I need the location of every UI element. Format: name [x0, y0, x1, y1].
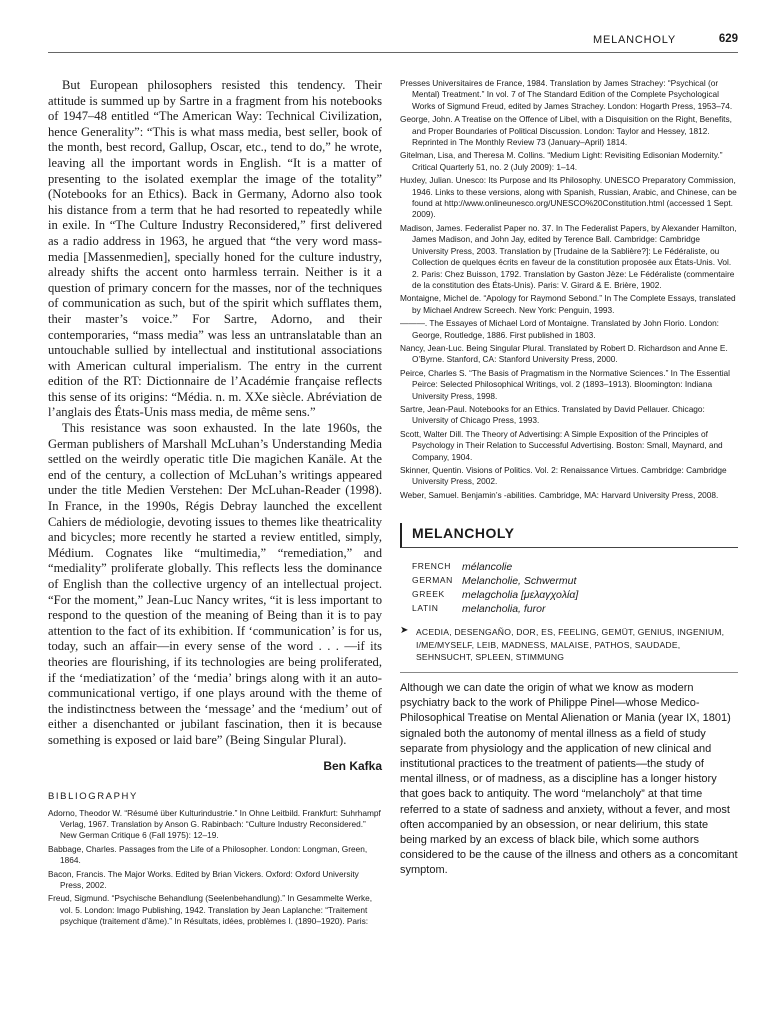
bibliography-item: Gitelman, Lisa, and Theresa M. Collins. “Medium Light: Revisiting Edisonian Modernity.” Critical Quarterly 51, no. 2 (July 2009): 1–14. [400, 150, 723, 172]
entry-body-paragraph: Although we can date the origin of what we know as modern psychiatry back to the work of Philippe Pinel—whose Medico-Philosophical Treatise on Mental Alienation or Mania (year IX, 1801) signaled both the autonomy of mental illness as a field of study separate from physiology and the application of new clinical and institutional practices to the treatment of patients—the study of mental illness, or of madness, as a discipline has a longer history that goes back to antiquity. The word “melancholy” at that time referred to a state of sadness and anxiety, without a fever, and most often accompanied by an obsession, or near delirium, this state being marked by an excess of black bile, which some authors considered to be the cause of the illness and others as a concomitant symptom. [400, 682, 738, 877]
language-row [412, 560, 578, 574]
divider [400, 672, 738, 673]
bibliography-item: Madison, James. Federalist Paper no. 37. In The Federalist Papers, by Alexander Hamilton, James Madison, and John Jay, edited by Terence Ball. Cambridge: Cambridge University Press, 2003. Translation by [Trudaine de la Sablière?]: Le Fédéraliste, ou Collection de quelques écrits en faveur de la constitution proposée aux États-Unis. Vol. 2. Paris: Chez Buisson, 1792. Translation by Gaston Jèze: Le Fédéraliste (commentaire de la constitution des États-Unis). Paris: V. Girard & E. Brière, 1902. [400, 222, 737, 290]
bibliography-item: Skinner, Quentin. Visions of Politics. Vol. 2: Renaissance Virtues. Cambridge: Cambridge University Press, 2002. [400, 465, 727, 487]
bibliography-item: Montaigne, Michel de. “Apology for Raymond Sebond.” In The Complete Essays, translated by Michael Andrew Screech. New York: Penguin, 1993. [400, 293, 736, 315]
entry-title-bar [400, 523, 738, 548]
cross-references [400, 626, 738, 664]
language-row [412, 574, 578, 588]
bibliography-item: Adorno, Theodor W. “Résumé über Kulturindustrie.” In Ohne Leitbild. Frankfurt: Suhrhampf Verlag, 1967. Translation by Anson G. Rabinbach: “Culture Industry Reconsidered.” New German Critique 6 (Fall 1975): 12–19. [48, 807, 381, 841]
page-number: 629 [718, 33, 738, 45]
left-column [48, 78, 382, 930]
right-column [400, 78, 738, 879]
body-paragraph: But European philosophers resisted this tendency. Their attitude is summed up by Sartre in a fragment from his notebooks of 1947–48 entitled “The American Way: Technical Civilization, hence Generality”: “This is what mass media, best seller, book of the month, best record, Gallup, Oscar, etc., tend to do,” he wrote, leaving all the important words in English. “It is a matter of presenting to the isolated exemplar the image of the totality” (Notebooks for an Ethics). Back in Germany, Adorno also took his distance from a term that he had resorted to repeatedly while in exile. In “The Culture Industry Reconsidered,” first delivered as a radio address in 1963, he argued that “the very word mass-media [Massenmedien], specially honed for the culture industry, already shifts the accent onto harmless terrain. Neither is it a question of primary concern for the masses, nor of the techniques of communication as such, but of the spirit which sufflates them, their master’s voice.” For Sartre, Adorno, and their contemporaries, “mass media” was less an untranslatable than an untouchable sullied by intellectual and institutional associations with American cultural imperialism. The entry in the current edition of the RT: Dictionnaire de l’Académie française reflects this sense of its origins: “Média. n. m. XXe siècle. Abréviation de l’anglais des États-Unis mass media, de même sens.” [48, 78, 382, 420]
bibliography-item: Presses Universitaires de France, 1984. Translation by James Strachey: “Psychical (or Mental) Treatment.” In vol. 7 of The Standard Edition of the Complete Psychological Works of Sigmund Freud, edited by James Strachey. London: Hogarth Press, 1953–74. [400, 78, 733, 111]
language-term: melagcholia [μελαγχολία] [462, 589, 579, 602]
cross-reference-list: ACEDIA, DESENGAÑO, DOR, ES, FEELING, GEMÜT, GENIUS, INGENIUM, I/ME/MYSELF, LEIB, MADNESS, MALAISE, PATHOS, SAUDADE, SEHNSUCHT, SPLEEN, STIMMUNG [416, 627, 725, 663]
language-term: melancholia, furor [462, 603, 546, 616]
bibliography-item: Peirce, Charles S. “The Basis of Pragmatism in the Normative Sciences.” In The Essential Peirce: Selected Philosophical Writings, vol. 2 (1893–1913). Bloomington: Indiana University Press, 1998. [400, 367, 731, 401]
language-name: FRENCH [412, 561, 452, 572]
article-author: Ben Kafka [323, 758, 382, 773]
bibliography-item: Freud, Sigmund. “Psychische Behandlung (Seelenbehandlung).” In Gesammelte Werke, vol. 5. London: Imago Publishing, 1942. Translation by Jean Laplanche: “Traitement psychique (traitement d’âme).” In Résultats, idées, problèmes I. (1890–1920). Paris: [48, 893, 373, 927]
bibliography-heading: BIBLIOGRAPHY [48, 790, 138, 802]
bibliography-item: Sartre, Jean-Paul. Notebooks for an Ethics. Translated by David Pellauer. Chicago: University of Chicago Press, 1993. [400, 403, 705, 426]
bibliography-item: Bacon, Francis. The Major Works. Edited by Brian Vickers. Oxford: Oxford University Press, 2002. [48, 868, 359, 890]
body-paragraph: This resistance was soon exhausted. In the late 1960s, the German publishers of Marshall McLuhan’s Understanding Media settled on the weirdly operatic title Die magichen Kanäle. At the end of the century, a collection of McLuhan’s writings appeared under the title Medien Verstehen: Der McLuhan-Reader (1998). In France, in the 1990s, Régis Debray launched the excellent Cahiers de médiologie, devoting issues to themes like theatricality and bicycles; more recently he started a review entitled, simply, Médium. Cognates like “multimedia,” “remediation,” and “mediality” proliferate globally. This reflects less the dominance of English than the collective urgency of an intellectual project. “For the moment,” Jean-Luc Nancy writes, “it is less important to respond to the question of the meaning of Being than it is to pay attention to the fact of its exhibition. If ‘communication’ is for us, today, such an affair—in every sense of the word . . . —if its theories are flourishing, if its technologies are being proliferated, if the ‘mediatization’ of the ‘media’ brings along with it an auto-communicational vertigo, if one plays around with the theme of the indistinctness between the ‘message’ and the ‘medium’ out of either a disenchanted or jubilant fascination, then it is because something is exposed or laid bare” (Being Singular Plural). [48, 421, 383, 747]
bibliography-item: George, John. A Treatise on the Offence of Libel, with a Disquisition on the Right, Benefits, and Proper Boundaries of Political Discussion. London: Taylor and Hessey, 1812. Reprinted in The Monthly Review 73 (January–April) 1814. [400, 114, 732, 148]
bibliography-item: Nancy, Jean-Luc. Being Singular Plural. Translated by Robert D. Richardson and Anne E. O’Byrne. Stanford, CA: Stanford University Press, 2000. [400, 342, 728, 365]
running-header [48, 30, 738, 53]
bibliography-item: Scott, Walter Dill. The Theory of Advertising: A Simple Exposition of the Principles of Psychology in Their Relation to Successful Advertising. Boston: Small, Maynard, and Company, 1904. [400, 428, 723, 462]
language-name: GERMAN [412, 575, 453, 586]
language-equivalents [412, 560, 578, 616]
language-name: GREEK [412, 589, 445, 600]
language-name: LATIN [412, 603, 439, 614]
arrow-right-icon: ➤ [400, 625, 409, 637]
language-row [412, 588, 578, 602]
bibliography-item: Weber, Samuel. Benjamin’s -abilities. Cambridge, MA: Harvard University Press, 2008. [400, 489, 719, 500]
language-term: mélancolie [462, 561, 513, 574]
running-title: MELANCHOLY [593, 34, 676, 46]
language-term: Melancholie, Schwermut [462, 575, 577, 588]
language-row [412, 602, 578, 616]
bibliography-item: ———. The Essayes of Michael Lord of Montaigne. Translated by John Florio. London: George, Routledge, 1886. First published in 1803. [400, 318, 719, 340]
entry-title: MELANCHOLY [412, 525, 515, 542]
bibliography-item: Huxley, Julian. Unesco: Its Purpose and Its Philosophy. UNESCO Preparatory Commission, 1946. Links to these versions, along with Spanish, Russian, Arabic, and Chinese, can be found at http://www.onlineunesco.org/UNESCO%20Constitution.html (accessed 1 Sept. 2009). [400, 175, 737, 220]
bibliography-item: Babbage, Charles. Passages from the Life of a Philosopher. London: Longman, Green, 1864. [48, 843, 368, 866]
